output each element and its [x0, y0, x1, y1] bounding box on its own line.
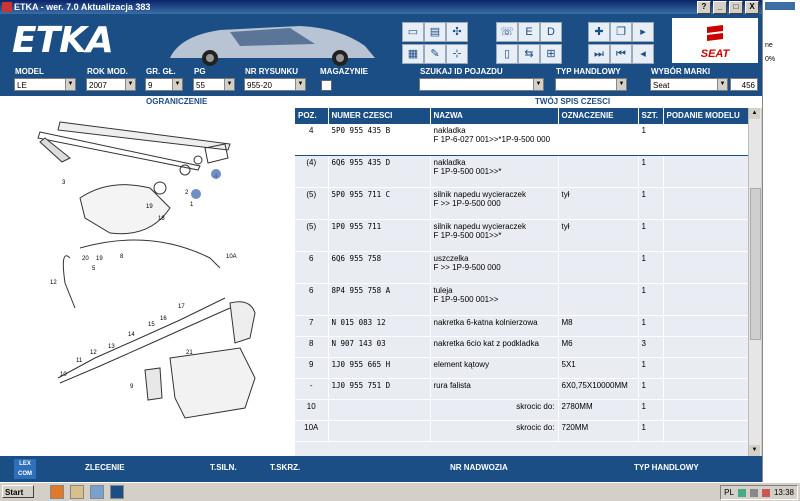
highlight-marker [211, 169, 221, 179]
cell-poz: 6 [295, 284, 328, 316]
system-tray [720, 485, 798, 500]
antivirus-icon[interactable] [762, 489, 770, 497]
pg-select[interactable] [193, 78, 235, 91]
cell-oznaczenie [558, 156, 638, 188]
wybor-marki-value: Seat [653, 81, 670, 90]
pin-icon[interactable]: ✚ [588, 22, 610, 42]
part-note: F >> 1P-9-500 000 [433, 199, 501, 208]
tsiln-button[interactable]: T.SILN. [210, 463, 237, 472]
model-value: LE [17, 81, 27, 90]
cell-nazwa [430, 337, 558, 358]
nr-rysunku-select[interactable] [244, 78, 306, 91]
cell-szt: 1 [638, 400, 663, 421]
table-row[interactable] [295, 337, 748, 358]
cell-podanie [663, 156, 748, 188]
nr-rysunku-value: 955-20 [247, 81, 272, 90]
network-icon[interactable]: ⊹ [446, 44, 468, 64]
car-image [150, 16, 390, 66]
gr-gl-value: 9 [148, 81, 153, 90]
exploded-view-drawing[interactable] [0, 108, 295, 456]
background-window [762, 0, 800, 482]
cell-podanie [663, 400, 748, 421]
cell-numer: 8P4 955 758 A [328, 284, 430, 316]
parts-diagram [0, 108, 295, 456]
cell-nazwa [430, 358, 558, 379]
cell-nazwa [430, 316, 558, 337]
cell-szt: 1 [638, 358, 663, 379]
cell-podanie [663, 337, 748, 358]
start-label: Start [5, 488, 24, 497]
chevron-down-icon[interactable]: ▼ [224, 79, 234, 90]
parts-table-panel [295, 108, 748, 456]
clock: 13:38 [773, 488, 794, 497]
part-note: F 1P-9-500 001>>* [433, 167, 502, 176]
table-row[interactable] [295, 252, 748, 284]
diagram-label: 20 [82, 256, 89, 262]
cell-nazwa [430, 156, 558, 188]
last-icon[interactable]: ⏭ [588, 44, 610, 64]
table-row[interactable] [295, 220, 748, 252]
diagram-label: 8 [120, 254, 124, 260]
chevron-down-icon[interactable]: ▼ [616, 79, 626, 90]
magazynie-label: MAGAZYNIE [320, 67, 368, 76]
cell-oznaczenie: M8 [558, 316, 638, 337]
diagram-label: 3 [62, 180, 66, 186]
wybor-marki-select[interactable] [650, 78, 728, 91]
diagram-label: 1 [190, 202, 194, 208]
elsa-icon[interactable]: E [518, 22, 540, 42]
col-numer[interactable]: NUMER CZESCI [328, 108, 430, 124]
part-name: nakretka 6cio kat z podkladka [433, 339, 539, 348]
cell-poz: 10A [295, 421, 328, 442]
seat-brand: SEAT [700, 48, 730, 60]
cell-nazwa [430, 379, 558, 400]
start-button[interactable] [2, 485, 34, 498]
window-controls [697, 1, 759, 14]
cell-szt: 1 [638, 188, 663, 220]
cell-poz: (5) [295, 220, 328, 252]
typ-handlowy-button[interactable]: TYP HANDLOWY [634, 463, 699, 472]
cell-oznaczenie: 6X0,75X10000MM [558, 379, 638, 400]
transfer-icon[interactable]: ⇆ [518, 44, 540, 64]
lexcom-logo: LEX COM [14, 459, 36, 479]
part-name: skrocic do: [516, 423, 555, 432]
part-name: tuleja [433, 286, 453, 295]
cell-podanie [663, 358, 748, 379]
cell-oznaczenie [558, 284, 638, 316]
cell-poz: 10 [295, 400, 328, 421]
cell-numer [328, 400, 430, 421]
table-row[interactable] [295, 156, 748, 188]
cell-poz: - [295, 379, 328, 400]
cell-poz: (4) [295, 156, 328, 188]
prev-icon[interactable]: ◂ [632, 44, 654, 64]
screen-icon[interactable]: ▭ [402, 22, 424, 42]
nr-rysunku-label: NR RYSUNKU [245, 67, 299, 76]
cell-szt: 1 [638, 284, 663, 316]
minimize-button[interactable]: _ [713, 1, 727, 14]
folder-icon[interactable] [70, 485, 84, 499]
diagram-label: 19 [146, 204, 153, 210]
cell-oznaczenie [558, 124, 638, 156]
magazynie-checkbox[interactable] [321, 80, 332, 91]
table-row[interactable] [295, 421, 748, 442]
parts-table [295, 108, 748, 442]
cell-nazwa [430, 188, 558, 220]
cell-numer: 5P0 955 711 C [328, 188, 430, 220]
ograniczenie-label: OGRANICZENIE [146, 97, 208, 106]
close-button[interactable]: X [745, 1, 759, 14]
cell-nazwa [430, 284, 558, 316]
cell-szt: 1 [638, 220, 663, 252]
spis-czesci-label: TWÓJ SPIS CZESCI [535, 97, 611, 106]
part-name: nakladka [433, 158, 466, 167]
chevron-down-icon[interactable]: ▼ [125, 79, 135, 90]
seat-mark-icon [705, 23, 725, 45]
book-icon[interactable]: ▤ [424, 22, 446, 42]
part-name: nakretka 6-katna kolnierzowa [433, 318, 538, 327]
scroll-up-icon[interactable]: ▲ [749, 108, 760, 119]
bg-window-text: ne [765, 42, 773, 49]
diagram-label: 9 [130, 384, 134, 390]
cell-nazwa [430, 252, 558, 284]
part-note: F >> 1P-9-500 000 [433, 263, 501, 272]
etka-task-icon[interactable] [110, 485, 124, 499]
volume-icon[interactable] [750, 489, 758, 497]
part-name: nakladka [433, 126, 466, 135]
pages-icon[interactable]: ❐ [610, 22, 632, 42]
part-name: rura falista [433, 381, 471, 390]
cell-nazwa [430, 220, 558, 252]
cell-oznaczenie: 720MM [558, 421, 638, 442]
scroll-thumb[interactable] [750, 188, 761, 340]
rok-mod-label: ROK MOD. [87, 67, 128, 76]
cell-oznaczenie [558, 252, 638, 284]
tools-icon[interactable]: ✣ [446, 22, 468, 42]
toolbar-group-3 [588, 22, 652, 64]
table-row[interactable] [295, 400, 748, 421]
cell-numer: 1J0 955 665 H [328, 358, 430, 379]
cell-nazwa [430, 421, 558, 442]
cell-numer: 6Q6 955 758 [328, 252, 430, 284]
szukaj-label: SZUKAJ ID POJAZDU [420, 67, 503, 76]
vertical-scrollbar[interactable] [748, 108, 761, 456]
cell-podanie [663, 124, 748, 156]
model-select[interactable] [14, 78, 76, 91]
cell-poz: (5) [295, 188, 328, 220]
language-indicator[interactable]: PL [724, 488, 734, 497]
diagram-label: 13 [108, 344, 115, 350]
gr-gl-label: GR. GŁ. [146, 67, 176, 76]
cell-podanie [663, 379, 748, 400]
diagram-label: 16 [160, 316, 167, 322]
chevron-down-icon[interactable]: ▼ [717, 79, 727, 90]
diagram-label: 17 [178, 304, 185, 310]
typ-handlowy-label: TYP HANDLOWY [556, 67, 621, 76]
table-row[interactable] [295, 124, 748, 156]
nr-nadwozia-button[interactable]: NR NADWOZIA [450, 463, 508, 472]
cell-szt: 1 [638, 156, 663, 188]
network-icon[interactable] [738, 489, 746, 497]
bg-window-text: 0% [765, 56, 776, 63]
cell-oznaczenie: 2780MM [558, 400, 638, 421]
chevron-down-icon[interactable]: ▼ [65, 79, 75, 90]
diagram-label: 14 [128, 332, 135, 338]
cell-numer [328, 421, 430, 442]
device-icon[interactable]: ▯ [496, 44, 518, 64]
app-icon [2, 2, 12, 12]
cell-numer: 6Q6 955 435 D [328, 156, 430, 188]
pg-value: 55 [196, 81, 205, 90]
chevron-down-icon[interactable]: ▼ [533, 79, 543, 90]
window-title: ETKA - wer. 7.0 Aktualizacja 383 [14, 2, 151, 12]
diagram-label: 10 [60, 372, 67, 378]
filter-bar [0, 66, 762, 96]
seat-logo [672, 18, 758, 63]
wybor-marki-extra: 456 [730, 78, 758, 91]
part-name: uszczelka [433, 254, 469, 263]
diagram-label: 21 [186, 350, 193, 356]
szukaj-input[interactable] [419, 78, 544, 91]
gr-gl-select[interactable] [145, 78, 183, 91]
diagram-label: 5 [92, 266, 96, 272]
toolbar-group-2 [496, 22, 560, 64]
cell-szt: 1 [638, 421, 663, 442]
toolbar-group-1 [402, 22, 466, 64]
cell-oznaczenie: tył [558, 220, 638, 252]
cell-poz: 9 [295, 358, 328, 379]
cell-podanie [663, 421, 748, 442]
etka-logo: ETKA [12, 20, 113, 61]
diagram-label: 19 [96, 256, 103, 262]
depot-icon[interactable]: D [540, 22, 562, 42]
part-name: element kątowy [433, 360, 490, 369]
diagram-label: 12 [90, 350, 97, 356]
table-row[interactable] [295, 358, 748, 379]
part-name: silnik napedu wycieraczek [433, 190, 526, 199]
title-bar [0, 0, 762, 14]
part-note: F 1P-6-027 001>>*1P-9-500 000 [433, 135, 551, 144]
chevron-down-icon[interactable]: ▼ [295, 79, 305, 90]
cell-oznaczenie: tył [558, 188, 638, 220]
cell-nazwa [430, 124, 558, 156]
table-row[interactable] [295, 284, 748, 316]
col-podanie[interactable]: PODANIE MODELU [663, 108, 748, 124]
bg-window-titlebar [765, 2, 795, 10]
tskrz-button[interactable]: T.SKRZ. [270, 463, 301, 472]
app-header [0, 14, 762, 66]
zlecenie-button[interactable]: ZLECENIE [85, 463, 125, 472]
pg-label: PG [194, 67, 206, 76]
diagram-label: 11 [76, 358, 83, 364]
table-row[interactable] [295, 316, 748, 337]
cell-podanie [663, 316, 748, 337]
print-icon[interactable]: ▦ [402, 44, 424, 64]
part-name: skrocic do: [516, 402, 555, 411]
cart-icon[interactable]: ⊞ [540, 44, 562, 64]
cell-szt: 1 [638, 252, 663, 284]
model-label: MODEL [15, 67, 44, 76]
cell-numer: 5P0 955 435 B [328, 124, 430, 156]
col-szt[interactable]: SZT. [638, 108, 663, 124]
part-note: F 1P-9-500 001>> [433, 295, 499, 304]
cell-podanie [663, 252, 748, 284]
rok-mod-select[interactable] [86, 78, 136, 91]
diagram-label: 10A [226, 254, 237, 260]
table-row[interactable] [295, 379, 748, 400]
cell-poz: 6 [295, 252, 328, 284]
col-poz[interactable]: POZ. [295, 108, 328, 124]
cell-poz: 4 [295, 124, 328, 156]
cell-numer: N 907 143 03 [328, 337, 430, 358]
first-icon[interactable]: ⏮ [610, 44, 632, 64]
phone-icon[interactable]: ☏ [496, 22, 518, 42]
diagram-label: 15 [148, 322, 155, 328]
scroll-down-icon[interactable]: ▼ [749, 445, 760, 456]
diagram-label: 2 [185, 190, 189, 196]
cell-szt: 1 [638, 379, 663, 400]
pencil-icon[interactable]: ✎ [424, 44, 446, 64]
chevron-down-icon[interactable]: ▼ [172, 79, 182, 90]
maximize-button[interactable]: □ [729, 1, 743, 14]
cell-szt: 1 [638, 316, 663, 337]
rok-mod-value: 2007 [89, 81, 107, 90]
cell-podanie [663, 284, 748, 316]
cell-oznaczenie: 5X1 [558, 358, 638, 379]
cell-szt: 1 [638, 124, 663, 156]
col-nazwa[interactable]: NAZWA [430, 108, 558, 124]
wybor-marki-label: WYBÓR MARKI [651, 67, 711, 76]
help-button[interactable]: ? [697, 1, 711, 14]
part-note: F 1P-9-500 001>>* [433, 231, 502, 240]
highlight-marker [191, 189, 201, 199]
cell-podanie [663, 220, 748, 252]
cell-oznaczenie: M6 [558, 337, 638, 358]
cell-podanie [663, 188, 748, 220]
firefox-icon[interactable] [50, 485, 64, 499]
cell-nazwa [430, 400, 558, 421]
table-header-row [295, 108, 748, 124]
cell-numer: N 015 083 12 [328, 316, 430, 337]
diagram-label: 12 [50, 280, 57, 286]
cell-poz: 8 [295, 337, 328, 358]
cell-numer: 1P0 955 711 [328, 220, 430, 252]
cell-szt: 3 [638, 337, 663, 358]
table-row[interactable] [295, 188, 748, 220]
explorer-icon[interactable] [90, 485, 104, 499]
typ-handlowy-select[interactable] [555, 78, 627, 91]
taskbar [0, 482, 800, 501]
cell-numer: 1J0 955 751 D [328, 379, 430, 400]
part-name: silnik napedu wycieraczek [433, 222, 526, 231]
diagram-label: 18 [158, 216, 165, 222]
col-oznaczenie[interactable]: OZNACZENIE [558, 108, 638, 124]
bottom-toolbar [0, 456, 762, 482]
next-page-icon[interactable]: ▸ [632, 22, 654, 42]
cell-poz: 7 [295, 316, 328, 337]
